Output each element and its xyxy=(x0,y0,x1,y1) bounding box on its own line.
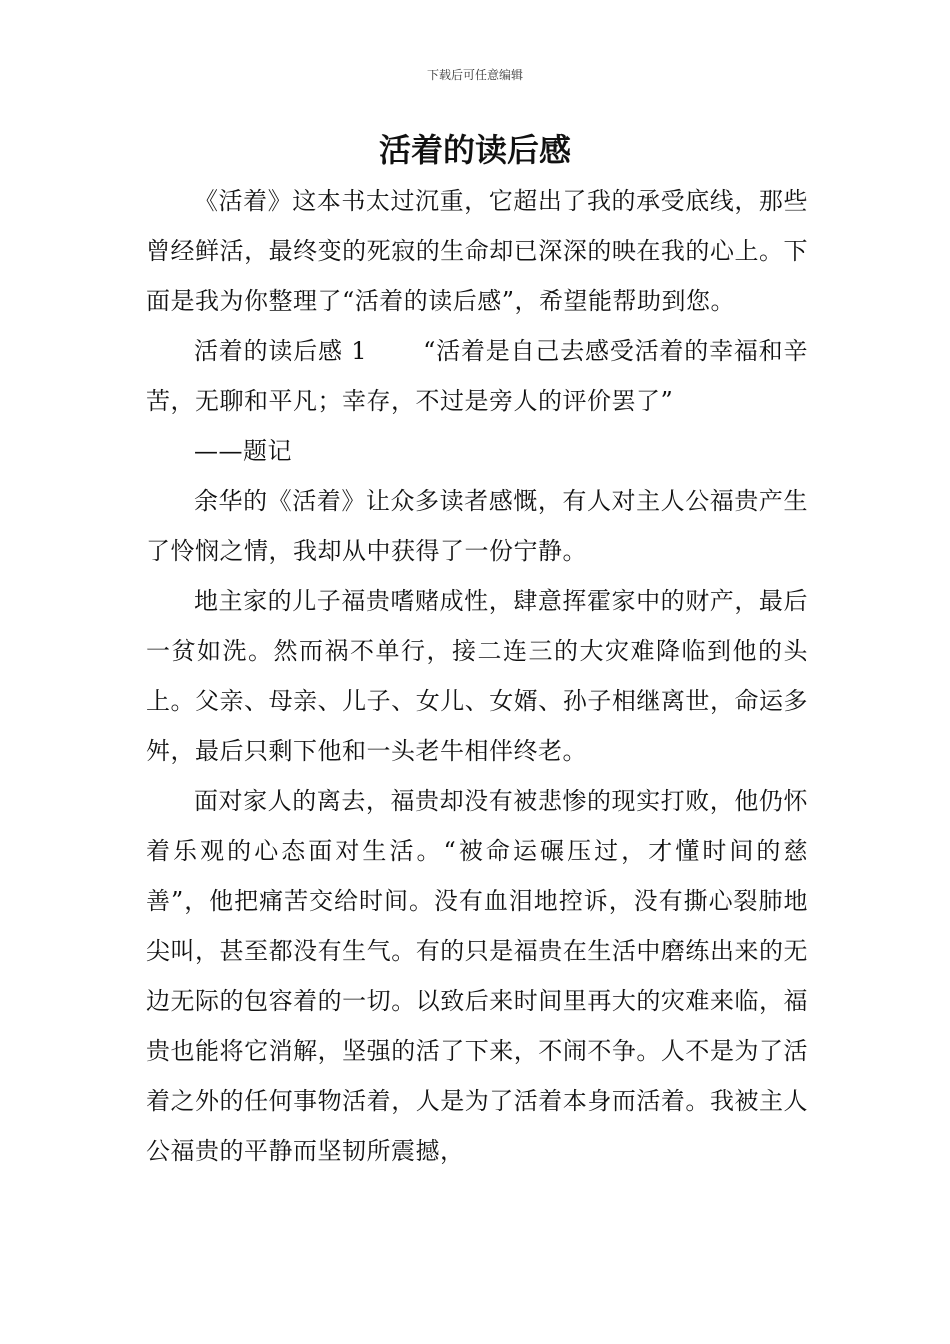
body-paragraph: 余华的《活着》让众多读者感慨，有人对主人公福贵产生了怜悯之情，我却从中获得了一份宁静。 xyxy=(146,487,808,565)
body-paragraph: 地主家的儿子福贵嗜赌成性，肆意挥霍家中的财产，最后一贫如洗。然而祸不单行，接二连三的大灾难降临到他的头上。父亲、母亲、儿子、女儿、女婿、孙子相继离世，命运多舛，最后只剩下他和一头老牛相伴终老。 xyxy=(146,587,808,765)
section-heading-paragraph xyxy=(146,326,808,426)
document-body xyxy=(146,176,808,1176)
page-header-note: 下载后可任意编辑 xyxy=(426,68,523,82)
epigraph: “活着是自己去感受活着的幸福和辛苦，无聊和平凡；幸存，不过是旁人的评价罢了” xyxy=(146,337,808,415)
document-title: 活着的读后感 xyxy=(378,131,571,169)
intro-paragraph: 《活着》这本书太过沉重，它超出了我的承受底线，那些曾经鲜活，最终变的死寂的生命却已深深的映在我的心上。下面是我为你整理了“活着的读后感”，希望能帮助到您。 xyxy=(146,187,808,315)
section-heading: 活着的读后感 1 xyxy=(194,337,368,365)
epigraph-signature: ——题记 xyxy=(194,437,292,465)
body-paragraph: 面对家人的离去，福贵却没有被悲惨的现实打败，他仍怀着乐观的心态面对生活。“被命运碾压过，才懂时间的慈善”，他把痛苦交给时间。没有血泪地控诉，没有撕心裂肺地尖叫，甚至都没有生气。有的只是福贵在生活中磨练出来的无边无际的包容着的一切。以致后来时间里再大的灾难来临，福贵也能将它消解，坚强的活了下来，不闹不争。人不是为了活着之外的任何事物活着，人是为了活着本身而活着。我被主人公福贵的平静而坚韧所震撼， xyxy=(146,787,808,1165)
